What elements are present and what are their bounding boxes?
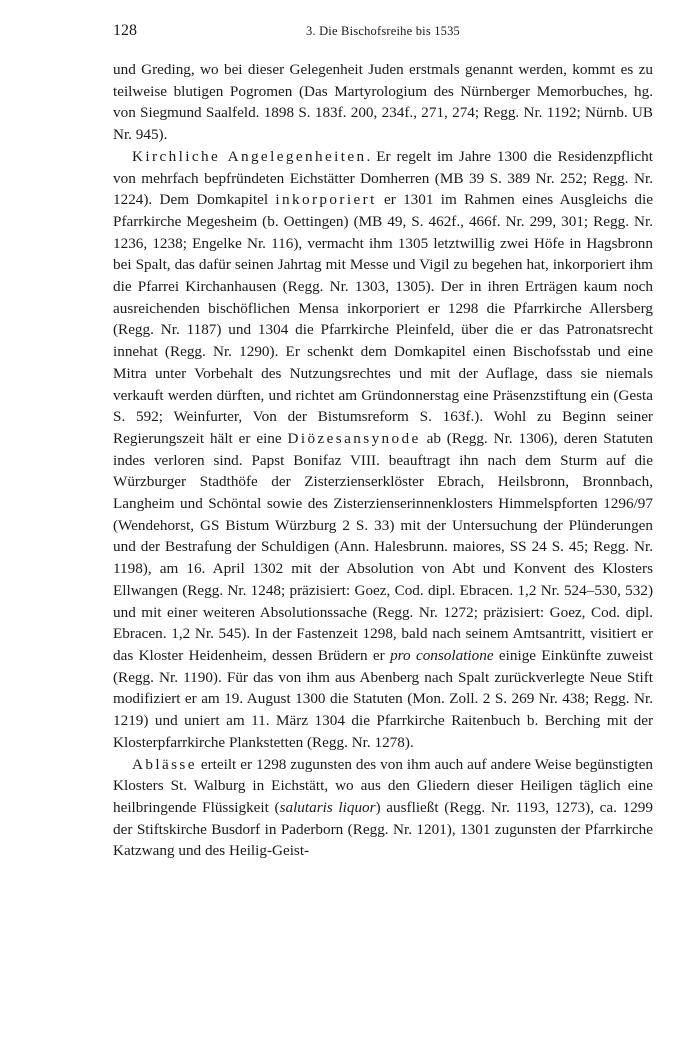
page-number: 128 [113, 22, 137, 39]
paragraph-text: und Greding, wo bei dieser Gelegenheit Juden erstmals genannt werden, kommt es zu teilweise blutigen Pogromen (Das Martyrologium des Nürnberger Memorbuches, hg. von Siegmund Saalfeld. 1898 S. 183f. 200, 234f., 271, 274; Regg. Nr. 1192; Nürnb. UB Nr. 945). [113, 61, 653, 144]
paragraph-text: ab (Regg. Nr. 1306), deren Statuten indes verloren sind. Papst Bonifaz VIII. beauftragt ihn nach dem Sturm auf die Würzburger Stadthöfe der Zisterzienserklöster Ebrach, Heilsbronn, Bronnbach, Langheim und Schöntal sowie des Zisterzienserinnenklosters Himmelspforten 1296/97 (Wendehorst, GS Bistum Würzburg 2 S. 33) mit der Untersuchung der Plünderungen und der Bestrafung der Schuldigen (Ann. Halesbrunn. maiores, SS 24 S. 45; Regg. Nr. 1198), am 16. April 1302 mit der Absolution von Abt und Konvent des Klosters Ellwangen (Regg. Nr. 1248; präzisiert: Goez, Cod. dipl. Ebracen. 1,2 Nr. 524–530, 532) und mit einer weiteren Absolutionssache (Regg. Nr. 1272; präzisiert: Goez, Cod. dipl. Ebracen. 1,2 Nr. 545). In der Fastenzeit 1298, bald nach seinem Amtsantritt, visitiert er das Kloster Heidenheim, dessen Brüdern er [113, 429, 654, 664]
paragraph-text: erteilt er 1298 zugunsten des von ihm auch auf andere Weise begünstigten Klosters St. Walburg in Eichstätt, wo aus den Gliedern dieser Heiligen täglich eine heilbringende Flüssigkeit ( [113, 755, 653, 816]
running-head [113, 20, 653, 42]
body-text [113, 59, 653, 862]
section-heading-kirchliche-angelegenheiten: Kirchliche Angelegenheiten [132, 147, 367, 165]
book-page [113, 20, 653, 862]
paragraph-ablaesse [113, 754, 653, 863]
latin-phrase-pro-consolatione: pro consolatione [390, 646, 494, 664]
section-heading-ablaesse: Ablässe [132, 755, 197, 773]
latin-phrase-salutaris-liquor: salutaris liquor [279, 798, 376, 816]
paragraph-text: . Er regelt im Jahre 1300 die Residenzpflicht von mehrfach bepfründeten Eichstätter Domherren (MB 39 S. 389 Nr. 252; Regg. Nr. 1224). Dem Domkapitel [113, 147, 653, 209]
paragraph-pogrom-continuation [113, 59, 653, 146]
chapter-title: 3. Die Bischofsreihe bis 1535 [305, 24, 461, 38]
emphasis-inkorporiert: inkorporiert [275, 191, 377, 209]
paragraph-kirchliche-angelegenheiten [113, 146, 653, 754]
paragraph-text: ) ausfließt (Regg. Nr. 1193, 1273), ca. 1299 der Stiftskirche Busdorf in Paderborn (Regg. Nr. 1201), 1301 zugunsten der Pfarrkirche Katzwang und des Heilig-Geist- [113, 798, 653, 860]
emphasis-dioezesansynode: Diözesansynode [287, 429, 421, 447]
paragraph-text: er 1301 im Rahmen eines Ausgleichs die Pfarrkirche Megesheim (b. Oettingen) (MB 49, S. 462f., 466f. Nr. 299, 301; Regg. Nr. 1236, 1238; Engelke Nr. 116), vermacht ihm 1305 letztwillig zwei Höfe in Hagsbronn bei Spalt, das dafür seinen Jahrtag mit Messe und Vigil zu begehen hat, inkorporiert ihm die Pfarrei Kirchanhausen (Regg. Nr. 1303, 1305). Der in ihren Erträgen kaum noch ausreichenden bischöflichen Mensa inkorporiert er 1298 die Pfarrkirche Allersberg (Regg. Nr. 1187) und 1304 die Pfarrkirche Pleinfeld, über die er das Patronatsrecht innehat (Regg. Nr. 1290). Er schenkt dem Domkapitel einen Bischofsstab und eine Mitra unter Vorbehalt des Nutzungsrechtes und mit der Auflage, dass sie niemals verkauft werden dürften, und richtet am Gründonnerstag eine Präsenzstiftung ein (Gesta S. 592; Weinfurter, Von der Bistumsreform S. 163f.). Wohl zu Beginn seiner Regierungszeit hält er eine [113, 191, 653, 447]
paragraph-text: einige Einkünfte zuweist (Regg. Nr. 1190). Für das von ihm aus Abenberg nach Spalt zurückverlegte Neue Stift modifiziert er am 19. August 1300 die Statuten (Mon. Zoll. 2 S. 269 Nr. 438; Regg. Nr. 1219) und uniert am 11. März 1304 die Pfarrkirche Raitenbuch b. Berching mit der Klosterpfarrkirche Plankstetten (Regg. Nr. 1278). [113, 646, 653, 751]
